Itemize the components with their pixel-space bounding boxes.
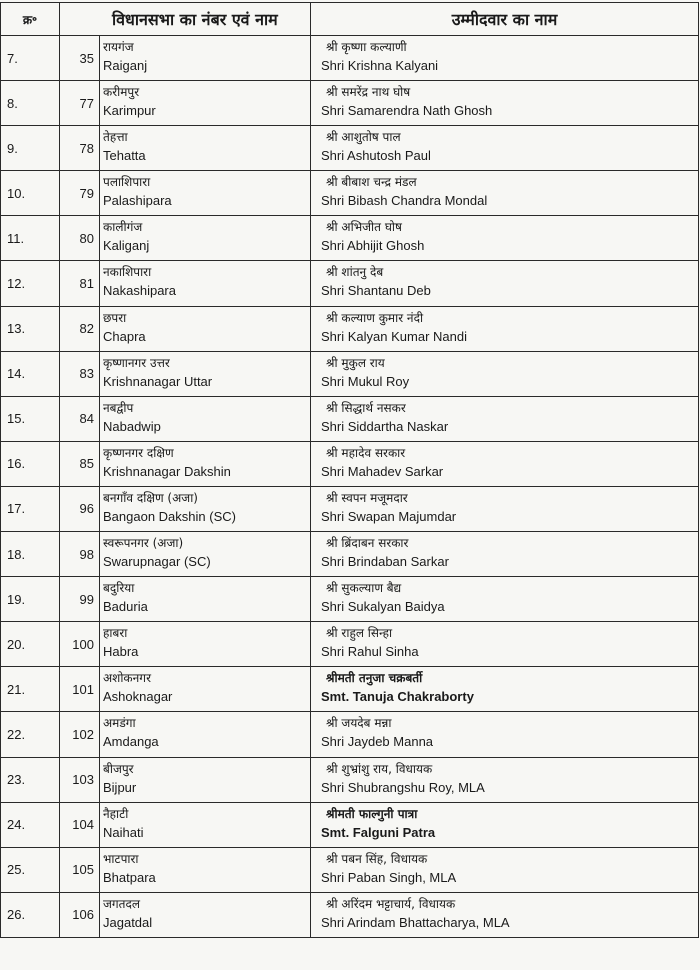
candidate-name-english: Shri Abhijit Ghosh [321,238,425,254]
candidate-cell [311,396,699,441]
constituency-name-hindi: छपरा [103,310,127,325]
candidate-name-english: Shri Krishna Kalyani [321,58,439,73]
candidate-name-hindi: श्री शुभ्रांशु राय, विधायक [326,761,433,776]
table-row [1,216,699,261]
serial-cell: 23. [1,757,60,802]
constituency-name-english: Krishnanagar Uttar [103,373,213,389]
candidate-name-hindi: श्रीमती फाल्गुनी पात्रा [326,806,418,821]
candidate-name-english: Shri Shubrangshu Roy, MLA [321,779,485,795]
candidate-name-hindi: श्री जयदेब मन्ना [326,716,392,731]
candidate-name-english: Shri Samarendra Nath Ghosh [321,103,493,119]
candidate-cell [311,577,699,622]
constituency-number: 77 [60,81,100,126]
candidate-cell [311,36,699,81]
constituency-name-hindi: बदुरिया [103,581,135,596]
constituency-name-hindi: जगतदल [103,896,141,911]
candidate-name-english: Shri Paban Singh, MLA [321,869,457,885]
serial-cell: 25. [1,847,60,892]
candidate-name-hindi: श्री आशुतोष पाल [326,130,401,145]
candidate-cell [311,892,699,937]
candidate-cell [311,757,699,802]
candidate-name-hindi: श्री बीबाश चन्द्र मंडल [326,175,417,190]
table-row [1,81,699,126]
constituency-number: 83 [60,351,100,396]
table-row [1,847,699,892]
constituency-name-english: Ashoknagar [103,689,173,705]
constituency-number: 104 [60,802,100,847]
constituency-number: 101 [60,667,100,712]
candidate-name-english: Shri Sukalyan Baidya [321,599,445,615]
candidate-table [0,2,699,938]
serial-cell: 26. [1,892,60,937]
candidate-name-english: Shri Brindaban Sarkar [321,554,449,570]
candidate-cell [311,532,699,577]
constituency-name-hindi: नैहाटी [103,806,129,821]
constituency-number: 79 [60,171,100,216]
serial-cell: 19. [1,577,60,622]
serial-cell: 12. [1,261,60,306]
table-row [1,261,699,306]
table-row [1,712,699,757]
candidate-cell [311,81,699,126]
constituency-cell [100,532,311,577]
table-row [1,351,699,396]
constituency-number: 82 [60,306,100,351]
constituency-cell [100,667,311,712]
candidate-name-english: Shri Swapan Majumdar [321,508,457,524]
table-row [1,892,699,937]
serial-cell: 13. [1,306,60,351]
candidate-name-english: Shri Mahadev Sarkar [321,463,444,479]
candidate-name-hindi: श्री समरेंद्र नाथ घोष [326,85,411,100]
candidate-name-hindi: श्री राहुल सिन्हा [326,626,393,641]
candidate-name-hindi: श्री शांतनु देब [326,265,384,280]
constituency-name-english: Bangaon Dakshin (SC) [103,508,236,524]
table-row [1,306,699,351]
constituency-cell [100,396,311,441]
constituency-cell [100,441,311,486]
candidate-name-english: Smt. Falguni Patra [321,824,436,840]
constituency-cell [100,351,311,396]
constituency-number: 99 [60,577,100,622]
candidate-cell [311,171,699,216]
constituency-name-english: Amdanga [103,734,159,750]
candidate-name-hindi: श्रीमती तनुजा चक्रबर्ती [326,671,423,686]
candidate-name-hindi: श्री कल्याण कुमार नंदी [326,310,424,325]
constituency-name-hindi: रायगंज [103,40,134,54]
candidate-name-hindi: श्री अभिजीत घोष [326,220,402,235]
constituency-cell [100,216,311,261]
constituency-cell [100,171,311,216]
candidate-name-english: Shri Ashutosh Paul [321,148,431,164]
constituency-name-english: Krishnanagar Dakshin [103,463,231,479]
candidate-name-hindi: श्री ब्रिंदाबन सरकार [326,536,409,551]
constituency-cell [100,622,311,667]
constituency-number: 81 [60,261,100,306]
constituency-name-hindi: पलाशिपारा [103,175,151,190]
candidate-name-english: Shri Arindam Bhattacharya, MLA [321,914,510,930]
header-candidate: उम्मीदवार का नाम [311,3,699,36]
candidate-name-english: Shri Bibash Chandra Mondal [321,193,488,209]
constituency-name-hindi: हाबरा [103,626,128,641]
serial-cell: 21. [1,667,60,712]
constituency-name-english: Jagatdal [103,914,153,930]
constituency-name-hindi: करीमपुर [103,85,140,100]
header-constituency: विधानसभा का नंबर एवं नाम [60,3,311,36]
constituency-cell [100,847,311,892]
table-row [1,532,699,577]
constituency-number: 103 [60,757,100,802]
constituency-number: 100 [60,622,100,667]
serial-cell: 15. [1,396,60,441]
candidate-cell [311,712,699,757]
constituency-number: 106 [60,892,100,937]
serial-cell: 14. [1,351,60,396]
candidate-name-hindi: श्री स्वपन मजूमदार [326,490,408,505]
constituency-name-hindi: भाटपारा [103,851,139,866]
constituency-number: 78 [60,126,100,171]
constituency-cell [100,486,311,531]
constituency-name-english: Karimpur [103,103,156,119]
candidate-name-hindi: श्री सुकल्याण बैद्य [326,581,402,596]
table-row [1,441,699,486]
constituency-name-english: Bijpur [103,779,137,795]
table-row [1,396,699,441]
serial-cell: 18. [1,532,60,577]
header-serial: क्र॰ [1,3,60,36]
table-row [1,577,699,622]
table-row [1,486,699,531]
serial-cell: 7. [1,36,60,81]
candidate-cell [311,667,699,712]
constituency-name-hindi: कालीगंज [103,220,143,235]
serial-cell: 11. [1,216,60,261]
serial-cell: 9. [1,126,60,171]
constituency-name-hindi: अशोकनगर [103,671,151,686]
serial-cell: 10. [1,171,60,216]
candidate-name-hindi: श्री मुकुल राय [326,355,385,370]
table-row [1,36,699,81]
constituency-cell [100,81,311,126]
candidate-cell [311,216,699,261]
table-row [1,802,699,847]
candidate-name-english: Shri Jaydeb Manna [321,734,434,750]
constituency-cell [100,892,311,937]
candidate-name-hindi: श्री अरिंदम भट्टाचार्य, विधायक [326,896,456,911]
candidate-cell [311,306,699,351]
constituency-cell [100,306,311,351]
constituency-cell [100,261,311,306]
constituency-name-english: Naihati [103,824,144,840]
serial-cell: 8. [1,81,60,126]
candidate-cell [311,261,699,306]
constituency-name-english: Raiganj [103,58,148,73]
constituency-cell [100,126,311,171]
serial-cell: 24. [1,802,60,847]
candidate-name-hindi: श्री कृष्णा कल्याणी [326,40,407,54]
candidate-name-english: Shri Rahul Sinha [321,644,419,660]
serial-cell: 16. [1,441,60,486]
constituency-number: 85 [60,441,100,486]
constituency-cell [100,757,311,802]
constituency-name-hindi: कृष्णानगर उत्तर [103,355,170,370]
constituency-name-english: Baduria [103,599,148,615]
constituency-name-hindi: बनगाँव दक्षिण (अजा) [103,490,198,505]
table-row [1,171,699,216]
table-row [1,126,699,171]
constituency-name-hindi: अमडंगा [103,716,136,731]
constituency-number: 80 [60,216,100,261]
constituency-name-hindi: नबद्वीप [103,400,134,415]
constituency-name-hindi: कृष्णनगर दक्षिण [103,445,174,460]
constituency-cell [100,36,311,81]
constituency-number: 102 [60,712,100,757]
constituency-name-hindi: बीजपुर [103,761,134,776]
constituency-name-english: Bhatpara [103,869,156,885]
constituency-name-english: Chapra [103,328,146,344]
constituency-name-english: Habra [103,644,139,660]
constituency-name-english: Nabadwip [103,418,161,434]
candidate-name-hindi: श्री सिद्धार्थ नसकर [326,400,406,415]
constituency-number: 84 [60,396,100,441]
constituency-name-english: Swarupnagar (SC) [103,554,211,570]
serial-cell: 17. [1,486,60,531]
constituency-cell [100,802,311,847]
candidate-cell [311,126,699,171]
table-body [1,36,699,938]
constituency-name-english: Nakashipara [103,283,176,299]
constituency-number: 96 [60,486,100,531]
candidate-cell [311,441,699,486]
constituency-name-english: Tehatta [103,148,146,164]
candidate-name-hindi: श्री पबन सिंह, विधायक [326,851,428,866]
candidate-name-english: Shri Kalyan Kumar Nandi [321,328,467,344]
candidate-cell [311,622,699,667]
candidate-name-hindi: श्री महादेव सरकार [326,445,406,460]
candidate-cell [311,847,699,892]
candidate-name-english: Shri Shantanu Deb [321,283,431,299]
constituency-name-hindi: नकाशिपारा [103,265,152,280]
table-row [1,667,699,712]
candidate-name-english: Smt. Tanuja Chakraborty [321,689,474,705]
serial-cell: 22. [1,712,60,757]
candidate-name-english: Shri Siddartha Naskar [321,418,449,434]
constituency-cell [100,577,311,622]
serial-cell: 20. [1,622,60,667]
candidate-cell [311,351,699,396]
constituency-number: 35 [60,36,100,81]
constituency-number: 105 [60,847,100,892]
constituency-name-hindi: तेहत्ता [103,130,128,145]
candidate-name-english: Shri Mukul Roy [321,373,410,389]
constituency-name-english: Kaliganj [103,238,150,254]
constituency-name-hindi: स्वरूपनगर (अजा) [103,536,184,551]
candidate-cell [311,486,699,531]
constituency-name-english: Palashipara [103,193,172,209]
constituency-cell [100,712,311,757]
table-header-row [1,3,699,36]
table-row [1,622,699,667]
table-row [1,757,699,802]
candidate-cell [311,802,699,847]
constituency-number: 98 [60,532,100,577]
